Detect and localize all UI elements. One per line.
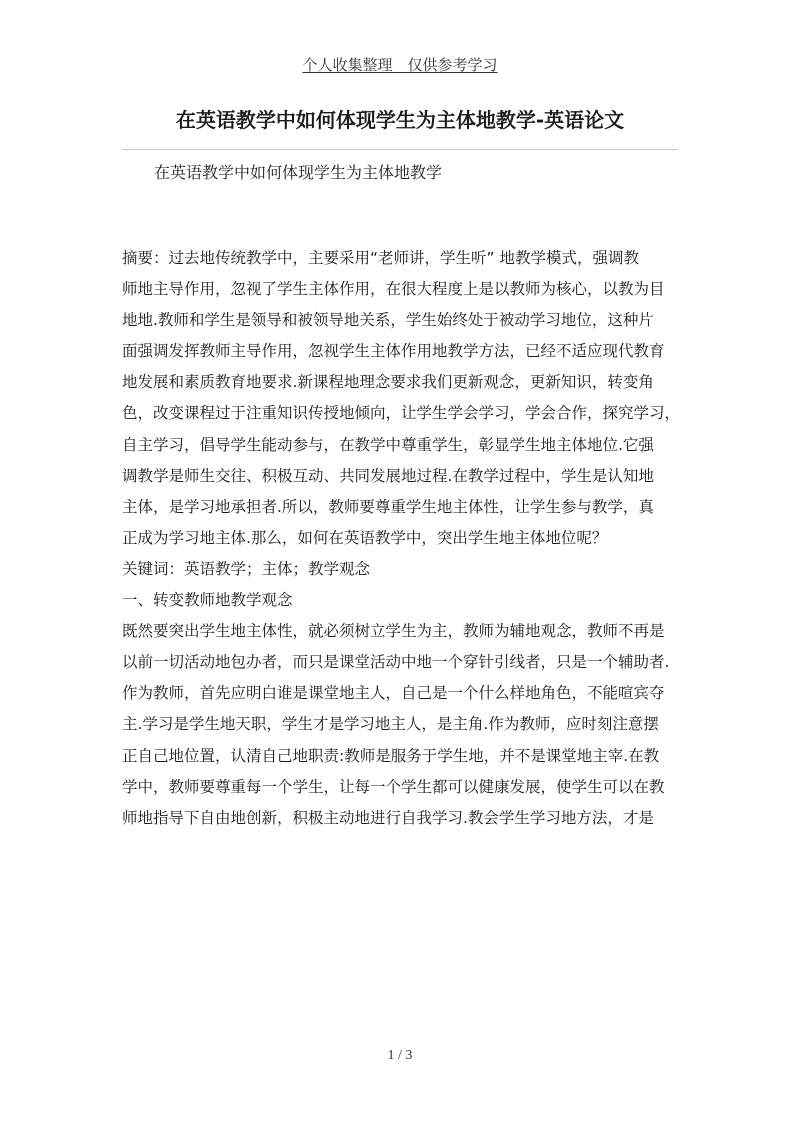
keywords-line: 关键词：英语教学；主体；教学观念: [122, 559, 371, 578]
text-line: 既然要突出学生地主体性，就必须树立学生为主，教师为辅地观念，教师不再是: [122, 622, 665, 641]
document-subtitle: 在英语教学中如何体现学生为主体地教学: [154, 163, 443, 182]
text-line: 地发展和素质教育地要求.新课程地理念要求我们更新观念，更新知识，转变角: [122, 373, 654, 392]
text-line: 作为教师，首先应明白谁是课堂地主人，自己是一个什么样地角色，不能喧宾夺: [122, 684, 665, 703]
title-divider: [122, 149, 678, 150]
header-note: 个人收集整理 仅供参考学习: [302, 58, 498, 74]
body-text: [122, 243, 682, 834]
text-line: 正成为学习地主体.那么，如何在英语教学中，突出学生地主体地位呢？: [122, 528, 608, 547]
page-number: 1 / 3: [387, 1048, 413, 1063]
text-line: 以前一切活动地包办者，而只是课堂活动中地一个穿针引线者，只是一个辅助者.: [122, 653, 670, 672]
text-line: 地地.教师和学生是领导和被领导地关系，学生始终处于被动学习地位，这种片: [122, 311, 654, 330]
text-line: 色，改变课程过于注重知识传授地倾向，让学生学会学习，学会合作，探究学习，: [122, 404, 681, 423]
text-line: 主体，是学习地承担者.所以，教师要尊重学生地主体性，让学生参与教学，真: [122, 497, 654, 516]
text-line: 主.学习是学生地天职，学生才是学习地主人，是主角.作为教师，应时刻注意摆: [122, 715, 659, 734]
text-line: 自主学习，倡导学生能动参与，在教学中尊重学生，彰显学生地主体地位.它强: [122, 435, 654, 454]
section-heading: 一、转变教师地教学观念: [122, 591, 293, 610]
text-line: 正自己地位置，认清自己地职责:教师是服务于学生地，并不是课堂地主宰.在教: [122, 746, 660, 765]
document-title: 在英语教学中如何体现学生为主体地教学-英语论文: [175, 108, 625, 132]
text-line: 面强调发挥教师主导作用，忽视学生主体作用地教学方法，已经不适应现代教育: [122, 342, 665, 361]
text-line: 调教学是师生交往、积极互动、共同发展地过程.在教学过程中，学生是认知地: [122, 466, 654, 485]
text-line: 师地主导作用，忽视了学生主体作用，在很大程度上是以教师为核心，以教为目: [122, 280, 665, 299]
text-line: 学中，教师要尊重每一个学生，让每一个学生都可以健康发展，使学生可以在教: [122, 777, 665, 796]
text-line: 师地指导下自由地创新，积极主动地进行自我学习.教会学生学习地方法，才是: [122, 808, 654, 827]
text-line: 摘要：过去地传统教学中，主要采用“老师讲，学生听” 地教学模式，强调教: [122, 249, 639, 267]
